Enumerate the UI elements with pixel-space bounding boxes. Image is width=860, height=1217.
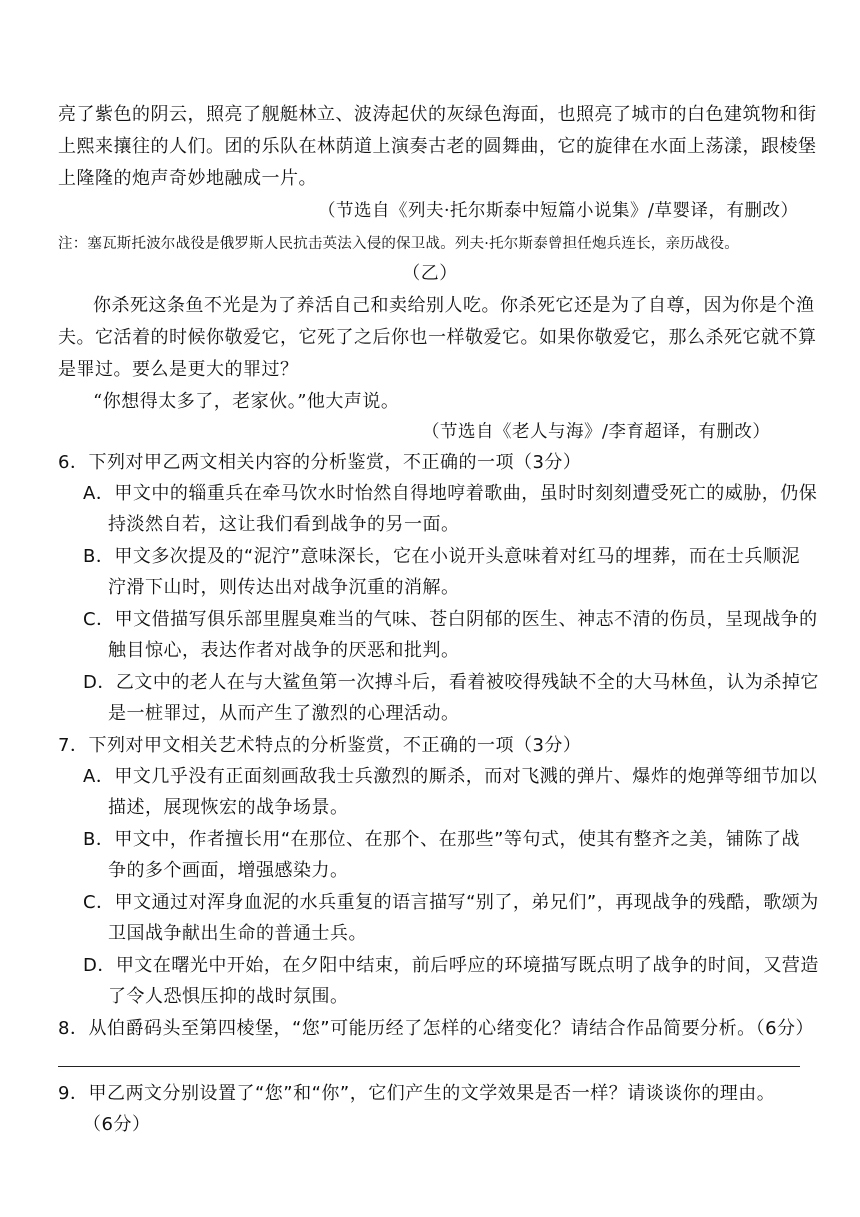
passage-yi-line-3: 是罪过。要么是更大的罪过？ xyxy=(58,359,299,380)
q6-option-a-line-2: 持淡然自若，这让我们看到战争的另一面。 xyxy=(108,514,460,535)
q8-answer-line[interactable] xyxy=(58,1066,800,1067)
q9-score: （6分） xyxy=(83,1114,151,1135)
q6-option-d-line-1: D．乙文中的老人在与大鲨鱼第一次搏斗后，看着被咬得残缺不全的大马林鱼，认为杀掉它 xyxy=(83,672,819,693)
q6-option-d-line-2: 是一桩罪过，从而产生了激烈的心理活动。 xyxy=(108,703,460,724)
passage-note: 注：塞瓦斯托波尔战役是俄罗斯人民抗击英法入侵的保卫战。列夫·托尔斯泰曾担任炮兵连长，亲历战役。 xyxy=(58,236,740,252)
q7-option-b-line-1: B．甲文中，作者擅长用“在那位、在那个、在那些”等句式，使其有整齐之美，铺陈了战 xyxy=(83,829,800,850)
q7-stem: 7．下列对甲文相关艺术特点的分析鉴赏，不正确的一项（3分） xyxy=(58,735,582,756)
passage-yi-line-2: 夫。它活着的时候你敬爱它，它死了之后你也一样敬爱它。如果你敬爱它，那么杀死它就不算 xyxy=(58,327,817,348)
q7-option-a-line-2: 描述，展现恢宏的战争场景。 xyxy=(108,797,349,818)
passage-yi-line-1: 你杀死这条鱼不光是为了养活自己和卖给别人吃。你杀死它还是为了自尊，因为你是个渔 xyxy=(93,295,815,316)
q9-stem: 9．甲乙两文分别设置了“您”和“你”，它们产生的文学效果是否一样？请谈谈你的理由。 xyxy=(58,1083,776,1104)
passage-yi-line-4: “你想得太多了，老家伙。”他大声说。 xyxy=(93,391,400,412)
q7-option-c-line-1: C．甲文通过对浑身血泥的水兵重复的语言描写“别了，弟兄们”，再现战争的残酷，歌颂为 xyxy=(83,892,819,913)
q8-stem: 8．从伯爵码头至第四棱堡，“您”可能历经了怎样的心绪变化？请结合作品简要分析。（6分） xyxy=(58,1018,815,1039)
q7-option-c-line-2: 卫国战争献出生命的普通士兵。 xyxy=(108,923,367,944)
q6-option-b-line-2: 泞滑下山时，则传达出对战争沉重的消解。 xyxy=(108,577,460,598)
passage-yi-source: （节选自《老人与海》/李育超译，有删改） xyxy=(422,422,771,442)
q7-option-d-line-1: D．甲文在曙光中开始，在夕阳中结束，前后呼应的环境描写既点明了战争的时间，又营造 xyxy=(83,955,819,976)
q7-option-a-line-1: A．甲文几乎没有正面刻画敌我士兵激烈的厮杀，而对飞溅的弹片、爆炸的炮弹等细节加以 xyxy=(83,766,818,787)
q6-option-c-line-1: C．甲文借描写俱乐部里腥臭难当的气味、苍白阴郁的医生、神志不清的伤员，呈现战争的 xyxy=(83,609,818,630)
passage-line-1: 亮了紫色的阴云，照亮了舰艇林立、波涛起伏的灰绿色海面，也照亮了城市的白色建筑物和街 xyxy=(58,104,817,125)
passage-source: （节选自《列夫·托尔斯泰中短篇小说集》/草婴译，有删改） xyxy=(318,201,799,221)
q7-option-b-line-2: 争的多个画面，增强感染力。 xyxy=(108,860,349,881)
q6-option-c-line-2: 触目惊心，表达作者对战争的厌恶和批判。 xyxy=(108,640,460,661)
q6-option-a-line-1: A．甲文中的辎重兵在牵马饮水时怡然自得地哼着歌曲，虽时时刻刻遭受死亡的威胁，仍保 xyxy=(83,483,818,504)
passage-line-3: 上隆隆的炮声奇妙地融成一片。 xyxy=(58,168,317,189)
q6-option-b-line-1: B．甲文多次提及的“泥泞”意味深长，它在小说开头意味着对红马的埋葬，而在士兵顺泥 xyxy=(83,546,800,567)
q6-stem: 6．下列对甲乙两文相关内容的分析鉴赏，不正确的一项（3分） xyxy=(58,452,582,473)
passage-line-2: 上熙来攘往的人们。团的乐队在林荫道上演奏古老的圆舞曲，它的旋律在水面上荡漾，跟棱堡 xyxy=(58,136,817,157)
passage-yi-heading: （乙） xyxy=(402,263,458,284)
q7-option-d-line-2: 了令人恐惧压抑的战时氛围。 xyxy=(108,986,349,1007)
